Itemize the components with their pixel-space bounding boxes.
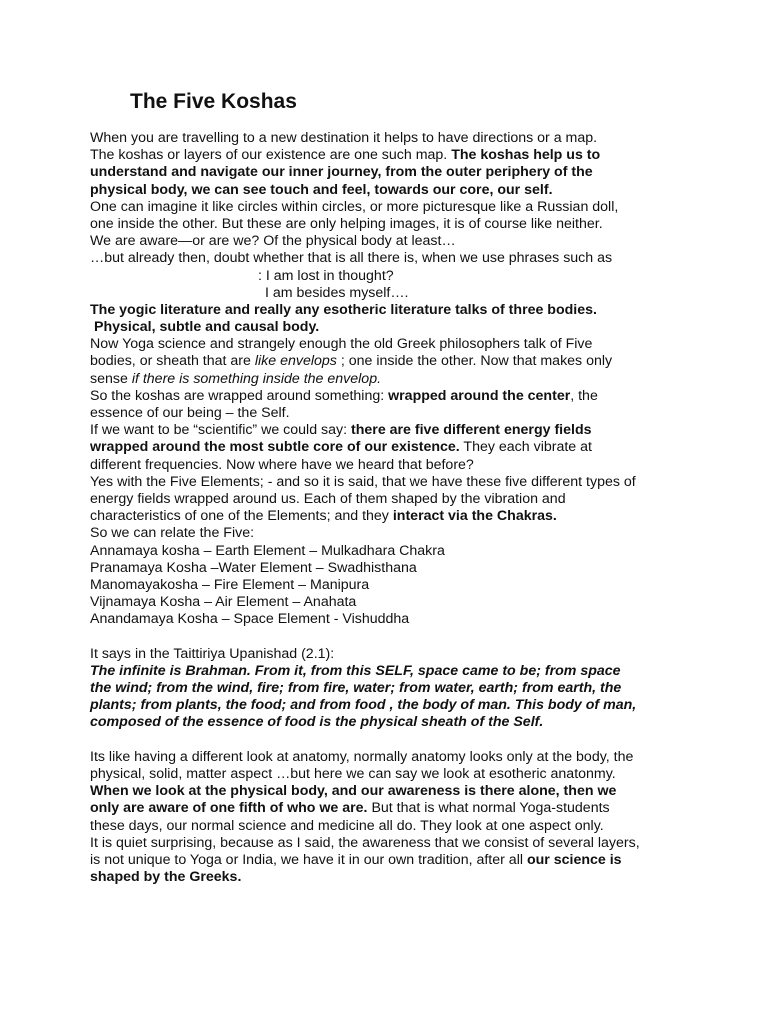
text-run: I am besides myself…. <box>265 284 409 301</box>
text-run: When you are travelling to a new destination it helps to have directions or a map. <box>90 130 598 146</box>
text-run: But that is what normal Yoga-students <box>367 800 610 817</box>
bold-text-run: shaped by the Greeks. <box>90 869 242 886</box>
text-run: physical, solid, matter aspect …but here we can say we look at esotheric anatonmy. <box>90 765 616 782</box>
bold-text-run: interact via the Chakras. <box>392 508 557 525</box>
text-line <box>90 697 750 714</box>
text-line <box>90 319 750 336</box>
text-run: One can imagine it like circles within circles, or more picturesque like a Russian doll, <box>90 198 619 215</box>
bold-text-run: The infinite is Brahman. From it, from this SELF, space came to be; from space <box>90 662 621 679</box>
text-line <box>90 164 750 181</box>
text-run: is not unique to Yoga or India, we have it in our own tradition, after all <box>90 851 527 868</box>
text-run: these days, our normal science and medicine all do. They look at one aspect only. <box>90 817 604 834</box>
text-line <box>90 852 750 869</box>
bold-text-run: wrapped around the most subtle core of our existence. <box>90 439 460 456</box>
text-run: ; one inside the other. Now that makes only <box>336 353 613 370</box>
text-line <box>90 233 750 250</box>
text-line <box>90 508 750 525</box>
text-run: Now Yoga science and strangely enough the old Greek philosophers talk of Five <box>90 336 593 353</box>
text-run: Anandamaya Kosha – Space Element - Vishuddha <box>90 611 410 628</box>
text-line <box>90 714 750 731</box>
bold-text-run: Physical, subtle and causal body. <box>94 319 320 336</box>
text-line <box>90 285 750 302</box>
text-line <box>90 594 750 611</box>
text-line <box>90 405 750 422</box>
text-run: Its like having a different look at anatomy, normally anatomy looks only at the body, the <box>90 748 634 765</box>
text-line <box>90 560 750 577</box>
text-line <box>90 835 750 852</box>
text-line <box>90 663 750 680</box>
bold-text-run: composed of the essence of food is the physical sheath of the Self. <box>90 714 544 731</box>
text-line <box>90 130 750 147</box>
text-line <box>90 525 750 542</box>
paragraph-gap <box>90 628 750 645</box>
text-line <box>90 147 750 164</box>
text-line <box>90 371 750 388</box>
text-line <box>90 783 750 800</box>
text-run: Annamaya kosha – Earth Element – Mulkadhara Chakra <box>90 542 445 559</box>
bold-text-run: our science is <box>526 851 622 868</box>
bold-text-run: there are five different energy fields <box>351 422 592 439</box>
bold-text-run: the wind; from the wind, fire; from fire, water; from water, earth; from earth, the <box>90 680 622 696</box>
text-run: So the koshas are wrapped around something: <box>90 387 389 404</box>
text-line <box>90 439 750 456</box>
text-run: …but already then, doubt whether that is all there is, when we use phrases such as <box>90 250 613 267</box>
text-line <box>90 457 750 474</box>
text-run: sense <box>90 370 132 387</box>
text-run: Pranamaya Kosha –Water Element – Swadhisthana <box>90 559 417 576</box>
text-run: different frequencies. Now where have we heard that before? <box>90 456 474 473</box>
text-line <box>90 353 750 370</box>
bold-text-run: The koshas help us to <box>451 147 601 164</box>
text-run: If we want to be “scientific” we could say: <box>90 422 352 439</box>
text-line <box>90 216 750 233</box>
text-line <box>90 302 750 319</box>
text-line <box>90 543 750 560</box>
bold-text-run: The yogic literature and really any esotheric literature talks of three bodies. <box>90 301 597 318</box>
text-line <box>90 336 750 353</box>
text-run: , the <box>570 387 598 404</box>
text-run: Manomayakosha – Fire Element – Manipura <box>90 576 370 593</box>
text-line <box>90 800 750 817</box>
text-line <box>90 250 750 267</box>
text-run: characteristics of one of the Elements; and they <box>90 508 393 525</box>
text-line <box>90 422 750 439</box>
text-line <box>90 646 750 663</box>
text-run: Vijnamaya Kosha – Air Element – Anahata <box>90 594 357 611</box>
text-line <box>90 766 750 783</box>
text-run: We are aware—or are we? Of the physical body at least… <box>90 233 456 250</box>
document-title: The Five Koshas <box>130 90 297 113</box>
text-run: bodies, or sheath that are <box>90 353 255 370</box>
text-line <box>90 577 750 594</box>
text-line <box>90 680 750 697</box>
bold-text-run: physical body, we can see touch and feel, towards our core, our self. <box>90 181 553 198</box>
text-run: The koshas or layers of our existence are one such map. <box>90 147 452 164</box>
text-line <box>90 491 750 508</box>
text-line <box>90 474 750 491</box>
bold-text-run: wrapped around the center <box>388 387 571 404</box>
document-body <box>90 130 750 886</box>
bold-text-run: only are aware of one fifth of who we are. <box>90 800 368 817</box>
text-line <box>90 818 750 835</box>
text-run: one inside the other. But these are only helping images, it is of course like neither. <box>90 215 603 232</box>
italic-text-run: like envelops <box>254 353 337 370</box>
text-line <box>90 611 750 628</box>
bold-text-run: understand and navigate our inner journey, from the outer periphery of the <box>90 164 593 181</box>
text-run: : I am lost in thought? <box>258 267 394 284</box>
paragraph-gap <box>90 732 750 749</box>
text-run: They each vibrate at <box>459 439 592 456</box>
text-run: energy fields wrapped around us. Each of them shaped by the vibration and <box>90 490 566 507</box>
text-run: It is quiet surprising, because as I said, the awareness that we consist of several layers, <box>90 834 640 851</box>
bold-text-run: When we look at the physical body, and our awareness is there alone, then we <box>90 783 617 800</box>
text-line <box>90 749 750 766</box>
text-run: So we can relate the Five: <box>90 525 255 542</box>
text-line <box>90 199 750 216</box>
text-run: Yes with the Five Elements; - and so it is said, that we have these five different types of <box>90 473 636 490</box>
italic-text-run: if there is something inside the envelop. <box>131 370 382 387</box>
bold-text-run: plants; from plants, the food; and from food , the body of man. This body of man, <box>90 697 637 714</box>
text-run: It says in the Taittiriya Upanishad (2.1): <box>90 645 335 662</box>
text-line <box>90 268 750 285</box>
text-run: essence of our being – the Self. <box>90 405 290 421</box>
text-line <box>90 182 750 199</box>
text-line <box>90 388 750 405</box>
text-line <box>90 869 750 886</box>
